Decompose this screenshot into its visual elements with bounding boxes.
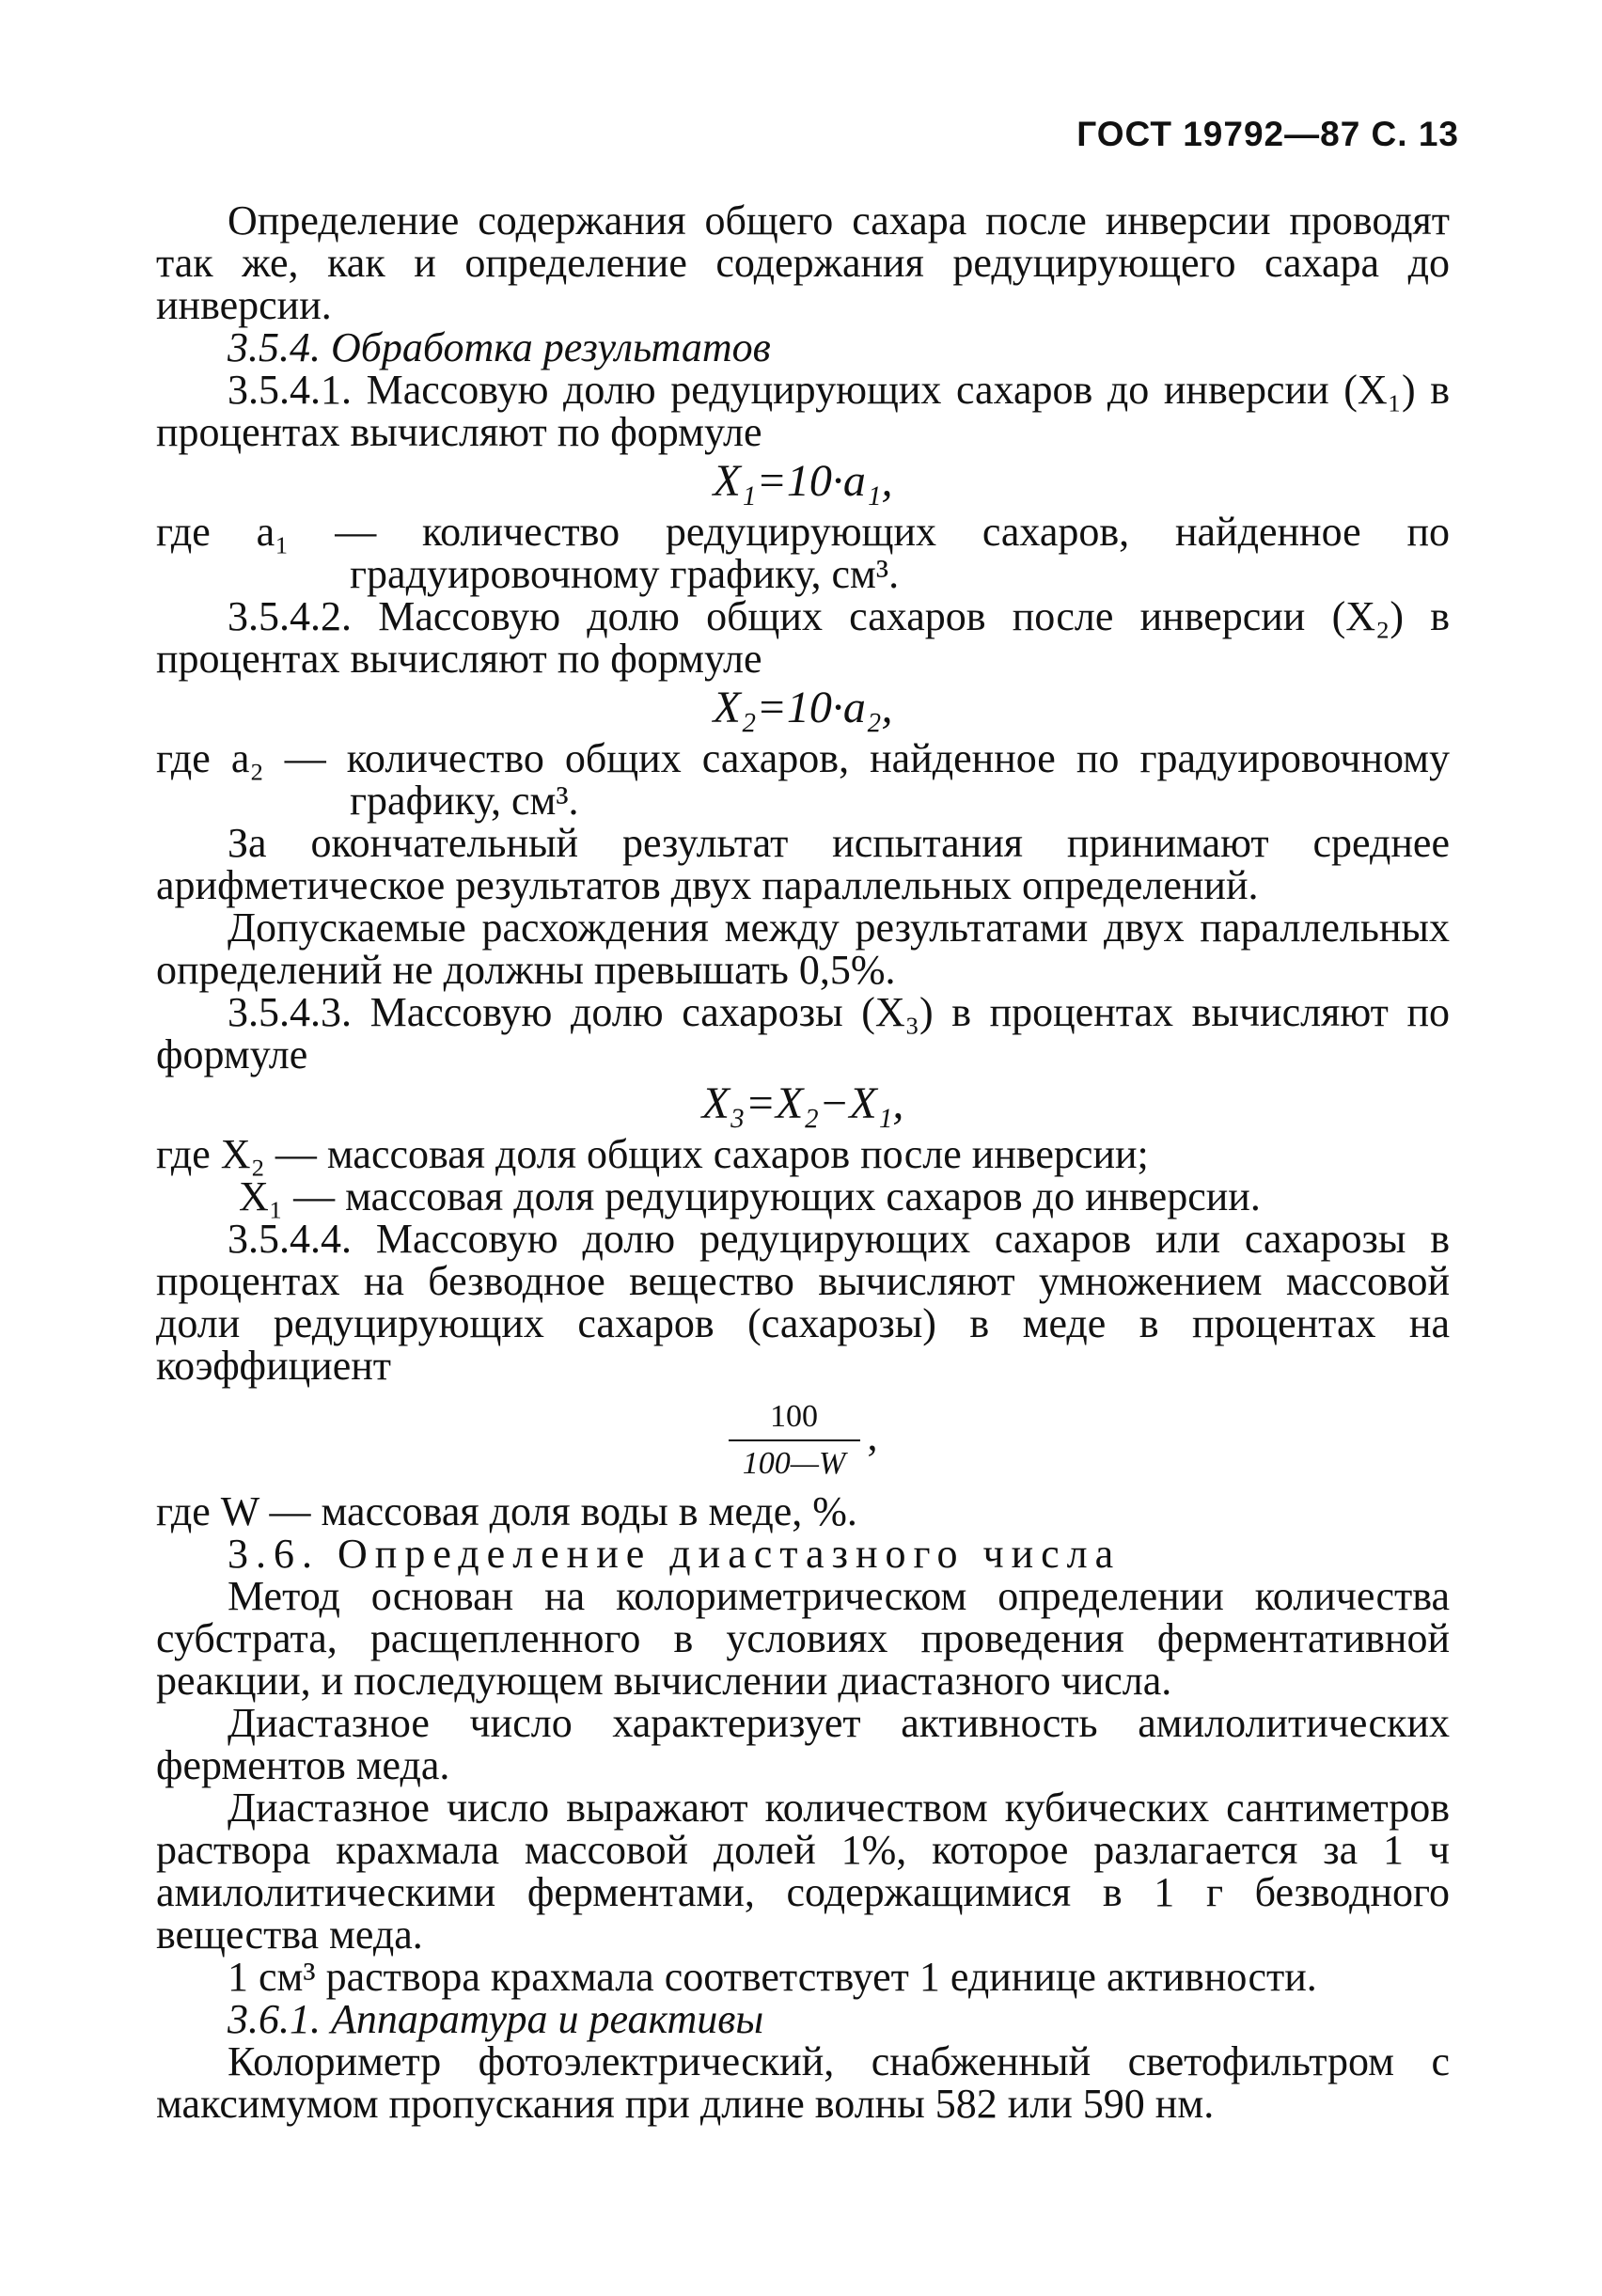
where-a2: где a₂ — количество общих сахаров, найденное по градуировочному графику, см³. xyxy=(156,735,1450,824)
paragraph-inversion-total: Определение содержания общего сахара после инверсии проводят так же, как и определение содержания редуцирующего сахара до инверсии. xyxy=(156,197,1450,328)
heading-3-5-4: 3.5.4. Обработка результатов xyxy=(228,324,771,370)
paragraph-allowed-difference: Допускаемые расхождения между результатами двух параллельных определений не должны превышать 0,5%. xyxy=(156,904,1450,993)
where-w: где W — массовая доля воды в меде, %. xyxy=(156,1488,857,1534)
paragraph-3-5-4-3: 3.5.4.3. Массовую долю сахарозы (X₃) в процентах вычисляют по формуле xyxy=(156,989,1450,1077)
paragraph-characterizes: Диастазное число характеризует активность амилолитических ферментов меда. xyxy=(156,1700,1450,1788)
heading-3-6: 3.6. Определение диастазного числа xyxy=(228,1531,1122,1577)
formula-x3: X₃=X₂−X₁, xyxy=(701,1078,904,1128)
fraction-denominator: 100—W xyxy=(742,1446,846,1481)
document-body xyxy=(156,199,1450,2125)
where-x1: X₁ — массовая доля редуцирующих сахаров до инверсии. xyxy=(239,1173,1261,1219)
paragraph-3-5-4-1: 3.5.4.1. Массовую долю редуцирующих сахаров до инверсии (X₁) в процентах вычисляют по формуле xyxy=(156,367,1450,455)
formula-x2: X₂=10·a₂, xyxy=(713,683,893,732)
paragraph-expressed: Диастазное число выражают количеством кубических сантиметров раствора крахмала массовой долей 1%, которое разлагается за 1 ч амилолитическими ферментами, содержащимися в 1 г безводного вещества меда. xyxy=(156,1785,1450,1958)
paragraph-3-5-4-4: 3.5.4.4. Массовую долю редуцирующих сахаров или сахарозы в процентах на безводное вещество вычисляют умножением массовой доли редуцирующих сахаров (сахарозы) в меде в процентах на коэффициент xyxy=(156,1216,1450,1389)
paragraph-unit: 1 см³ раствора крахмала соответствует 1 единице активности. xyxy=(228,1954,1317,2000)
heading-3-6-1: 3.6.1. Аппаратура и реактивы xyxy=(228,1996,764,2042)
paragraph-method: Метод основан на колориметрическом определении количества субстрата, расщепленного в условиях проведения ферментативной реакции, и последующем вычислении диастазного числа. xyxy=(156,1573,1450,1704)
fraction-numerator: 100 xyxy=(770,1399,818,1434)
where-x2: где X₂ — массовая доля общих сахаров после инверсии; xyxy=(156,1131,1149,1177)
fraction-bar xyxy=(729,1439,860,1441)
where-a1: где a₁ — количество редуцирующих сахаров, найденное по градуировочному графику, см³. xyxy=(156,509,1450,597)
fraction-comma: , xyxy=(867,1412,878,1459)
paragraph-final-result: За окончательный результат испытания принимают среднее арифметическое результатов двух параллельных определений. xyxy=(156,820,1450,908)
paragraph-3-5-4-2: 3.5.4.2. Массовую долю общих сахаров после инверсии (X₂) в процентах вычисляют по формуле xyxy=(156,593,1450,682)
page-header: ГОСТ 19792—87 С. 13 xyxy=(1076,115,1459,153)
formula-x1: X₁=10·a₁, xyxy=(713,456,893,506)
paragraph-colorimeter: Колориметр фотоэлектрический, снабженный светофильтром с максимумом пропускания при длине волны 582 или 590 нм. xyxy=(156,2038,1450,2127)
coefficient-fraction xyxy=(156,1398,1450,1483)
